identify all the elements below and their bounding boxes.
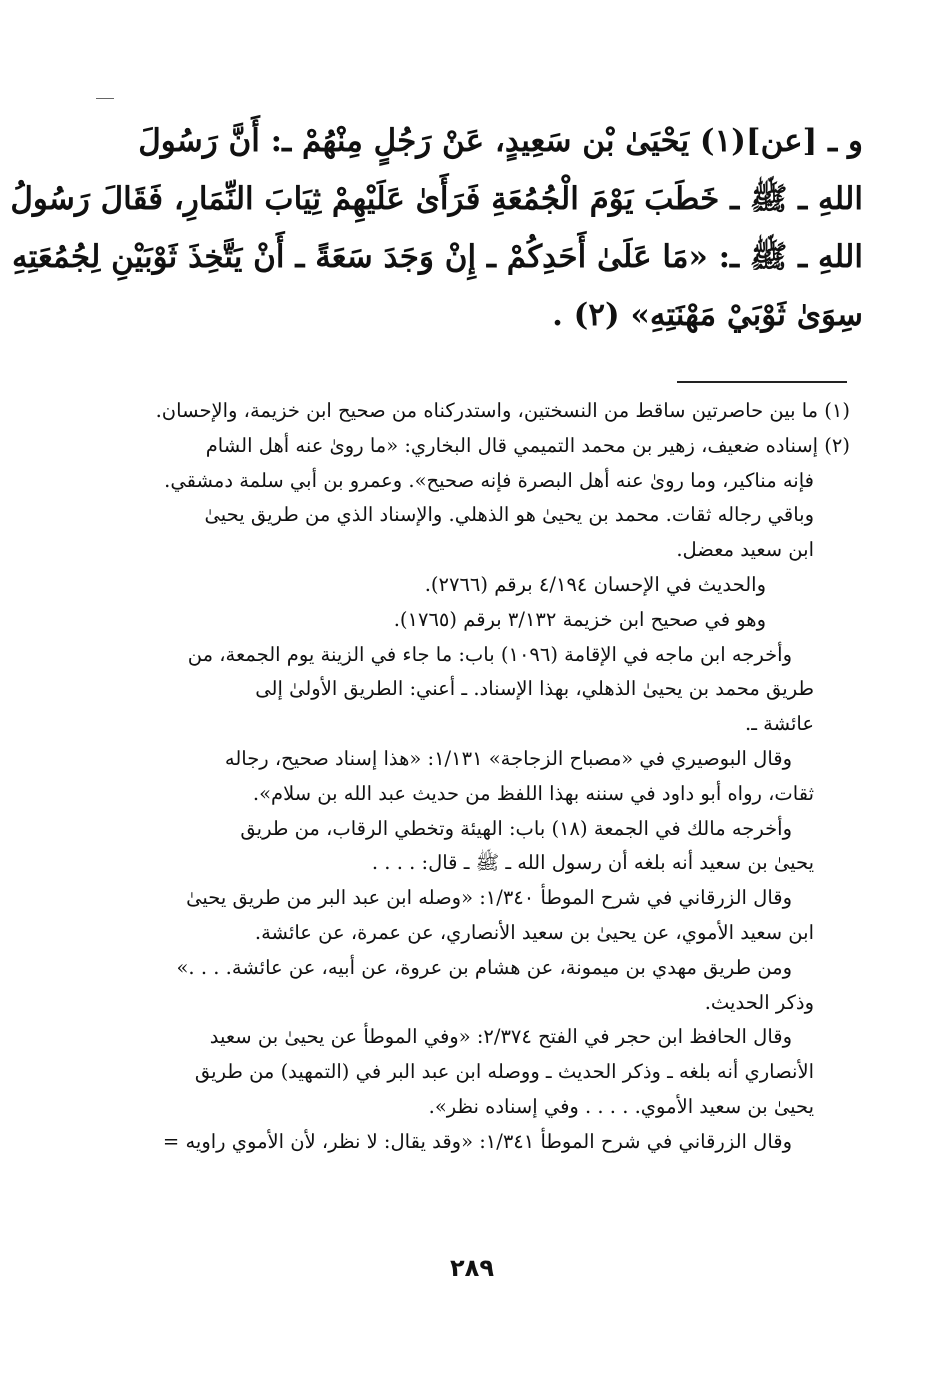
hadith-line: اللهِ ـ ﷺ ـ: «مَا عَلَىٰ أَحَدِكُمْ ـ إِنْ وَجَدَ سَعَةً ـ أَنْ يَتَّخِذَ ثَوْبَيْنِ لِجُمُعَتِهِ bbox=[11, 239, 863, 275]
hadith-text bbox=[10, 112, 863, 344]
footnote-line: (٢) إسناده ضعيف، زهير بن محمد التميمي قال البخاري: «ما روىٰ عنه أهل الشام bbox=[205, 433, 850, 457]
hadith-line: و ـ [عن](١) يَحْيَىٰ بْن سَعِيدٍ، عَنْ رَجُلٍ مِنْهُمْ ـ: أَنَّ رَسُولَ bbox=[138, 123, 863, 159]
footnote-line: وذكر الحديث. bbox=[704, 990, 814, 1014]
page-number: ٢٨٩ bbox=[450, 1254, 494, 1282]
footnote-line: يحيىٰ بن سعيد أنه بلغه أن رسول الله ـ ﷺ ـ قال: . . . . bbox=[371, 851, 814, 875]
footnote-line: ابن سعيد الأموي، عن يحيىٰ بن سعيد الأنصاري، عن عمرة، عن عائشة. bbox=[254, 920, 814, 944]
footnote-line: وقال الزرقاني في شرح الموطأ ١/٣٤٠: «وصله ابن عبد البر من طريق يحيىٰ bbox=[186, 886, 792, 910]
footnote-line: ثقات، رواه أبو داود في سننه بهذا اللفظ من حديث عبد الله بن سلام». bbox=[252, 781, 814, 805]
footnote-line: وقال الزرقاني في شرح الموطأ ١/٣٤١: «وقد يقال: لا نظر، لأن الأموي راويه = bbox=[162, 1129, 792, 1153]
hadith-line: اللهِ ـ ﷺ ـ خَطَبَ يَوْمَ الْجُمُعَةِ فَرَأَىٰ عَلَيْهِمْ ثِيَابَ النِّمَارِ، فَقَالَ رَسُولُ bbox=[10, 181, 863, 217]
footnote-line: ومن طريق مهدي بن ميمونة، عن هشام بن عروة، عن أبيه، عن عائشة. . . .» bbox=[176, 955, 792, 979]
footnote-line: (١) ما بين حاصرتين ساقط من النسختين، واستدركناه من صحيح ابن خزيمة، والإحسان. bbox=[155, 399, 850, 422]
footnote-line: عائشة ـ. bbox=[745, 712, 814, 736]
footnote-line: يحيىٰ بن سعيد الأموي. . . . . وفي إسناده نظر». bbox=[428, 1094, 814, 1118]
scan-mark bbox=[96, 98, 114, 99]
footnote-separator bbox=[677, 381, 847, 383]
footnote-line: طريق محمد بن يحيىٰ الذهلي، بهذا الإسناد. ـ أعني: الطريق الأولىٰ إلى bbox=[255, 677, 814, 701]
footnote-line: فإنه مناكير، وما روىٰ عنه أهل البصرة فإنه صحيح». وعمرو بن أبي سلمة دمشقي. bbox=[164, 468, 814, 492]
footnote-line: وأخرجه مالك في الجمعة (١٨) باب: الهيئة وتخطي الرقاب، من طريق bbox=[240, 816, 792, 840]
footnote-line: ابن سعيد معضل. bbox=[676, 538, 814, 562]
footnote-line: وهو في صحيح ابن خزيمة ٣/١٣٢ برقم (١٧٦٥). bbox=[393, 607, 766, 631]
footnote-line: وأخرجه ابن ماجه في الإقامة (١٠٩٦) باب: ما جاء في الزينة يوم الجمعة، من bbox=[187, 642, 792, 666]
hadith-line: سِوَىٰ ثَوْبَيْ مَهْنَتِهِ» (٢) . bbox=[552, 297, 863, 333]
footnote-line: والحديث في الإحسان ٤/١٩٤ برقم (٢٧٦٦). bbox=[424, 572, 766, 596]
footnote-line: الأنصاري أنه بلغه ـ وذكر الحديث ـ ووصله ابن عبد البر في (التمهيد) من طريق bbox=[194, 1060, 814, 1084]
footnote-line: وقال البوصيري في «مصباح الزجاجة» ١/١٣١: «هذا إسناد صحيح، رجاله bbox=[224, 746, 792, 770]
footnote-line: وقال الحافظ ابن حجر في الفتح ٢/٣٧٤: «وفي الموطأ عن يحيىٰ بن سعيد bbox=[209, 1025, 792, 1049]
footnote-line: وباقي رجاله ثقات. محمد بن يحيىٰ هو الذهلي. والإسناد الذي من طريق يحيىٰ bbox=[204, 503, 814, 527]
footnotes bbox=[112, 394, 850, 1160]
